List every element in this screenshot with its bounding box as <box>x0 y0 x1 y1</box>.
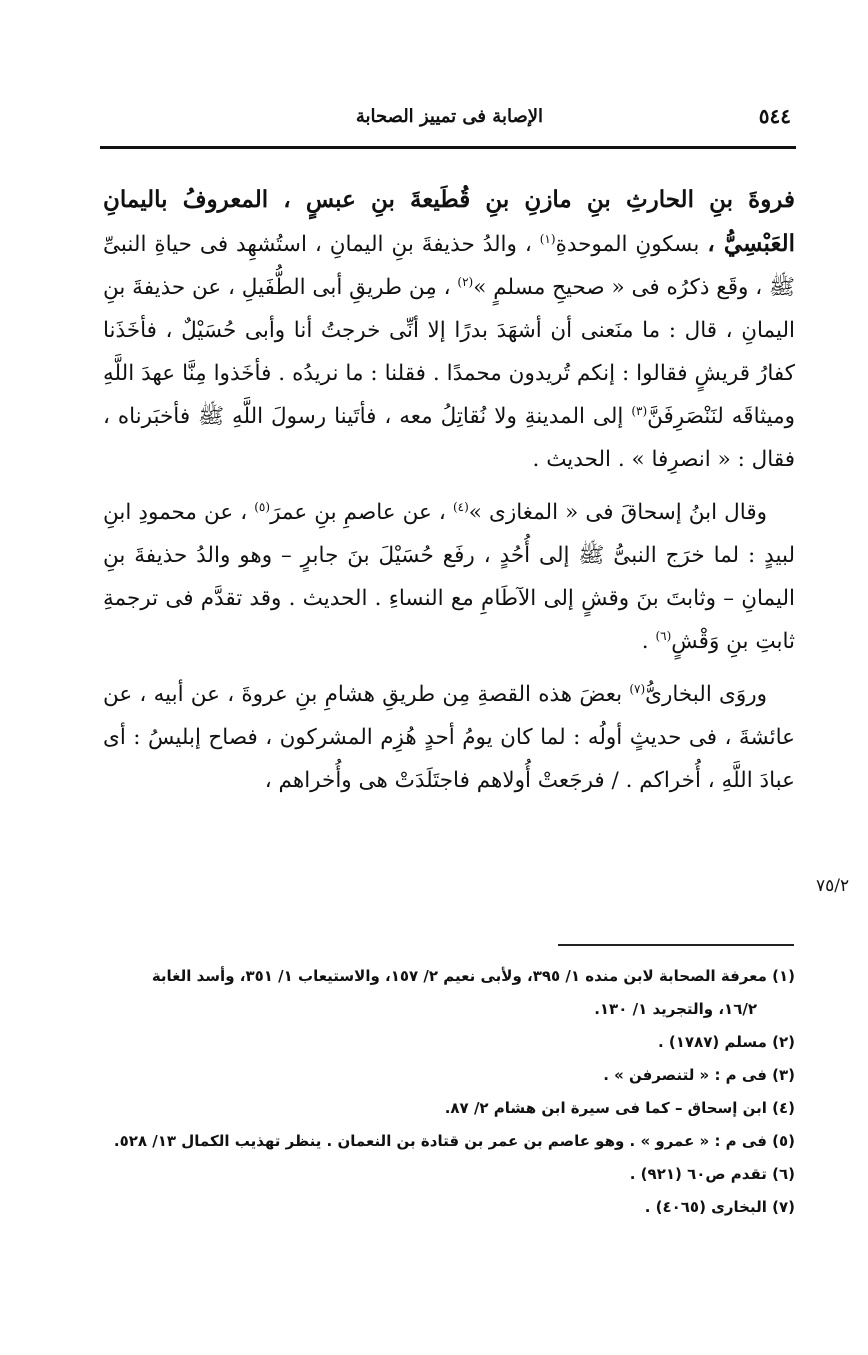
footnote-1: (١) معرفة الصحابة لابن منده ١/ ٣٩٥، ولأبى نعيم ٢/ ١٥٧، والاستيعاب ١/ ٣٥١، وأسد الغابة <box>151 967 795 985</box>
footnotes <box>103 960 795 1224</box>
text-run: بعضَ هذه القصةِ مِن طريقِ هشامِ بنِ عروةَ ، عن أبيه ، عن عائشةَ ، فى حديثٍ أولُه : لما كان يومُ أحدٍ هُزِم المشركون ، فصاح إبليسُ : أى عبادَ اللَّهِ ، أُخراكم . / فرجَعتْ أُولاهم فاجتَلَدَتْ هى وأُخراهم ، <box>103 682 795 793</box>
footnote-ref[interactable]: (٥) <box>254 499 271 514</box>
footnote-ref[interactable]: (٢) <box>457 274 474 289</box>
text-run: ، عن عاصمِ بنِ عمرَ <box>270 500 446 525</box>
footnote-3: (٣) فى م : « لتنصرفن » . <box>603 1066 795 1084</box>
text-run: ، مِن طريقِ أبى الطُّفَيلِ ، عن حذيفةَ بنِ اليمانِ ، قال : ما منَعنى أن أشهَدَ بدرًا إلا أنِّى خرجتُ أنا وأبى حُسَيْلٌ ، فأخَذَنا كفارُ قريشٍ فقالوا : إنكم تُريدون محمدًا . فقلنا : ما نريدُه . فأخَذوا مِنَّا عهدَ اللَّهِ وميثاقَه لنَنْصَرِفَنَّ <box>103 275 795 429</box>
footnote-1-continued: ١٦/٢، والتجريد ١/ ١٣٠. <box>594 1000 757 1018</box>
main-text <box>103 178 795 802</box>
paragraph-1 <box>103 178 795 481</box>
footnote-ref[interactable]: (٦) <box>655 628 672 643</box>
footnote-5: (٥) فى م : « عمرو » . وهو عاصم بن عمر بن قتادة بن النعمان . ينظر تهذيب الكمال ١٣/ ٥٢٨. <box>113 1132 795 1150</box>
footnote-2: (٢) مسلم (١٧٨٧) . <box>657 1033 795 1051</box>
footnote-rule <box>558 944 794 946</box>
text-run: بسكونِ الموحدةِ <box>555 232 700 257</box>
footnote-ref[interactable]: (٧) <box>629 681 646 696</box>
footnote-6: (٦) تقدم ص٦٠ (٩٢١) . <box>629 1165 795 1183</box>
text-run: وقال ابنُ إسحاقَ فى « المغازى » <box>468 500 768 525</box>
text-run: وروَى البخارىُّ <box>645 682 768 707</box>
text-run: ، والدُ حذيفةَ بنِ اليمانِ ، استُشهِد فى حياةِ النبىِّ ﷺ ، وقَع ذكرُه فى « صحيحِ مسلمٍ » <box>103 232 795 300</box>
footnote-ref[interactable]: (٣) <box>631 403 648 418</box>
footnote-ref[interactable]: (٤) <box>452 499 469 514</box>
paragraph-3 <box>103 673 795 802</box>
footnote-ref[interactable]: (١) <box>539 231 556 246</box>
text-run: . <box>641 629 649 654</box>
page-number: ٥٤٤ <box>758 104 791 128</box>
paragraph-2 <box>103 491 795 663</box>
margin-reference: ٧٥/٢ <box>816 876 850 896</box>
footnote-7: (٧) البخارى (٤٠٦٥) . <box>644 1198 795 1216</box>
running-title: الإصابة فى تمييز الصحابة <box>355 106 543 127</box>
footnote-4: (٤) ابن إسحاق – كما فى سيرة ابن هشام ٢/ ٨٧. <box>444 1099 795 1117</box>
text-run: ، عن محمودِ ابنِ لبيدٍ : لما خرَج النبىُّ ﷺ إلى أُحُدٍ ، رفَع حُسَيْلَ بنَ جابرٍ – وهو والدُ حذيفةَ بنِ اليمانِ – وثابتَ بنَ وقشٍ إلى الآطَامِ مع النساءِ . الحديث . وقد تقدَّم فى ترجمةِ ثابتِ بنِ وَقْشٍ <box>103 500 795 654</box>
page-header <box>103 100 795 140</box>
text-run: إلى المدينةِ ولا نُقاتِلُ معه ، فأتَينا رسولَ اللَّهِ ﷺ فأخبَرناه ، فقال : « انصرِفا » . الحديث . <box>103 404 795 472</box>
entry-heading: فروةَ بنِ الحارثِ بنِ مازنِ بنِ قُطَيعةَ بنِ عبسٍ ، المعروفُ باليمانِ العَبْسِيُّ ، <box>103 186 795 257</box>
header-rule <box>100 146 796 149</box>
